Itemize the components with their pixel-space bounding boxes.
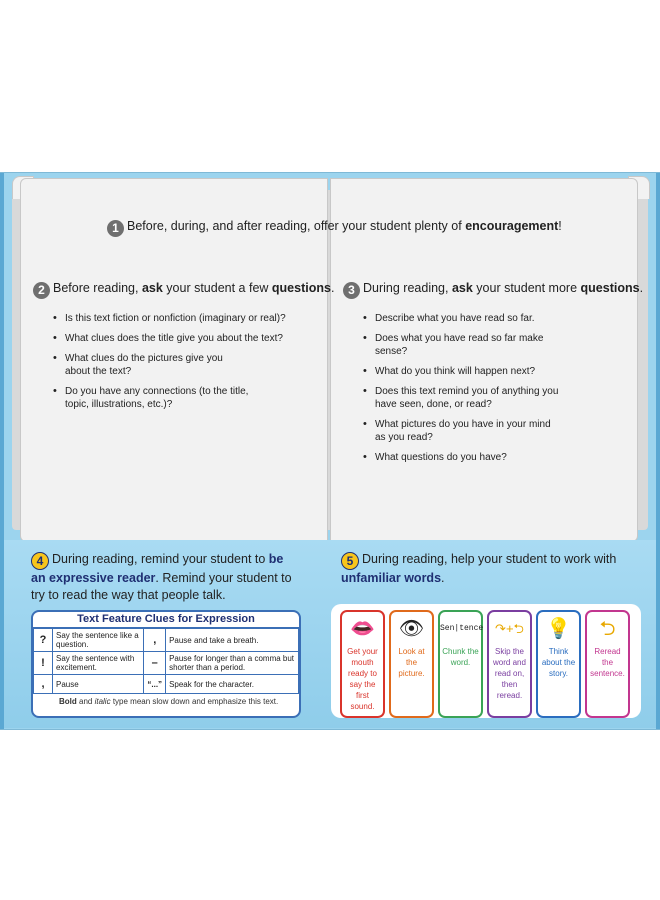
clue-text: Speak for the character. (166, 675, 299, 694)
clue-text: Say the sentence with excitement. (53, 652, 144, 675)
footnote-and: and (76, 697, 95, 706)
step-2-mid: your student a few (162, 281, 272, 295)
step-3-heading (343, 281, 643, 299)
table-row (34, 652, 299, 675)
text-feature-clues-table (31, 610, 301, 718)
list-item: • Describe what you have read so far. (360, 312, 575, 325)
step-4-bold: be an expressive reader (31, 552, 284, 585)
step-2-heading (33, 281, 334, 299)
step-5-text (341, 551, 641, 587)
step-1-end: ! (558, 219, 562, 233)
step-3-end: . (639, 281, 644, 295)
step-5-bold: unfamiliar words (341, 571, 442, 585)
strategy-card-chunk (438, 610, 483, 718)
footnote-bold: Bold (59, 697, 77, 706)
strategy-card-skip (487, 610, 532, 718)
step-1-text: Before, during, and after reading, offer your student plenty of (127, 219, 466, 233)
step-1-bold: encouragement (465, 219, 559, 233)
card-text: Think about the story. (541, 647, 576, 678)
card-text: Skip the word and read on, then reread. (493, 647, 526, 700)
step-3-bold-questions: questions (580, 281, 640, 295)
step-3-bold-ask: ask (451, 281, 473, 295)
clue-text: Say the sentence like a question. (53, 629, 144, 652)
clues-title: Text Feature Clues for Expression (33, 612, 299, 628)
card-text: Chunk the word. (442, 647, 479, 667)
footnote-rest: type mean slow down and emphasize this text. (110, 697, 279, 706)
clue-symbol: , (34, 675, 53, 694)
clue-symbol: – (144, 652, 166, 675)
card-text: Look at the picture. (398, 647, 425, 678)
strategy-card-mouth (340, 610, 385, 718)
folder-right-edge (656, 173, 660, 729)
table-row (34, 629, 299, 652)
step-2-bold-ask: ask (141, 281, 163, 295)
footnote-italic: italic (94, 697, 111, 706)
clue-text: Pause for longer than a comma but shorter than a period. (166, 652, 299, 675)
reread-arrow-icon: ⮌ (599, 618, 616, 640)
step-3-prefix: During reading, (363, 281, 452, 295)
clue-symbol: “...” (144, 675, 166, 694)
step-4-prefix: During reading, remind your student to (52, 552, 269, 566)
chunk-icon: Sen|tence (440, 624, 484, 633)
lips-icon: 👄 (350, 618, 375, 640)
list-item: • Is this text fiction or nonfiction (imaginary or real)? (50, 312, 290, 325)
strategy-card-reread (585, 610, 630, 718)
list-item: • What questions do you have? (360, 451, 575, 464)
clue-symbol: ? (34, 629, 53, 652)
clues-footnote (33, 694, 299, 706)
strategy-card-think (536, 610, 581, 718)
step-2-end: . (330, 281, 335, 295)
step-3-question-list (360, 312, 575, 471)
list-item: • What pictures do you have in your mind as you read? (360, 418, 560, 444)
step-2-number: 2 (33, 282, 50, 299)
skip-arrow-icon: ↷+⮌ (495, 621, 524, 636)
step-4-number: 4 (31, 552, 49, 570)
card-text: Get your mouth ready to say the first sound. (347, 647, 378, 711)
clue-text: Pause and take a breath. (166, 629, 299, 652)
step-1-number: 1 (107, 220, 124, 237)
strategy-cards (331, 604, 641, 718)
eye-icon: 👁 (398, 618, 425, 640)
step-2-prefix: Before reading, (53, 281, 142, 295)
step-4-rest: . Remind your student to try to read the way that people talk. (31, 571, 292, 602)
step-1-heading (107, 219, 562, 237)
list-item: • What do you think will happen next? (360, 365, 575, 378)
card-text: Reread the sentence. (590, 647, 625, 678)
clue-symbol: , (144, 629, 166, 652)
list-item: • Does this text remind you of anything you have seen, done, or read? (360, 385, 560, 411)
strategy-card-picture (389, 610, 434, 718)
step-4-text (31, 551, 301, 604)
step-3-mid: your student more (472, 281, 581, 295)
step-5-prefix: During reading, help your student to work with (362, 552, 617, 566)
list-item: • What clues do the pictures give you about the text? (50, 352, 240, 378)
list-item: • What clues does the title give you about the text? (50, 332, 290, 345)
step-2-question-list (50, 312, 290, 418)
step-5-end: . (441, 571, 445, 585)
step-5-number: 5 (341, 552, 359, 570)
list-item: • Do you have any connections (to the title, topic, illustrations, etc.)? (50, 385, 270, 411)
table-row (34, 675, 299, 694)
list-item: • Does what you have read so far make sense? (360, 332, 575, 358)
clue-symbol: ! (34, 652, 53, 675)
clues-grid (33, 628, 299, 694)
step-3-number: 3 (343, 282, 360, 299)
clue-text: Pause (53, 675, 144, 694)
lightbulb-icon: 💡 (546, 618, 571, 640)
step-2-bold-questions: questions (271, 281, 331, 295)
